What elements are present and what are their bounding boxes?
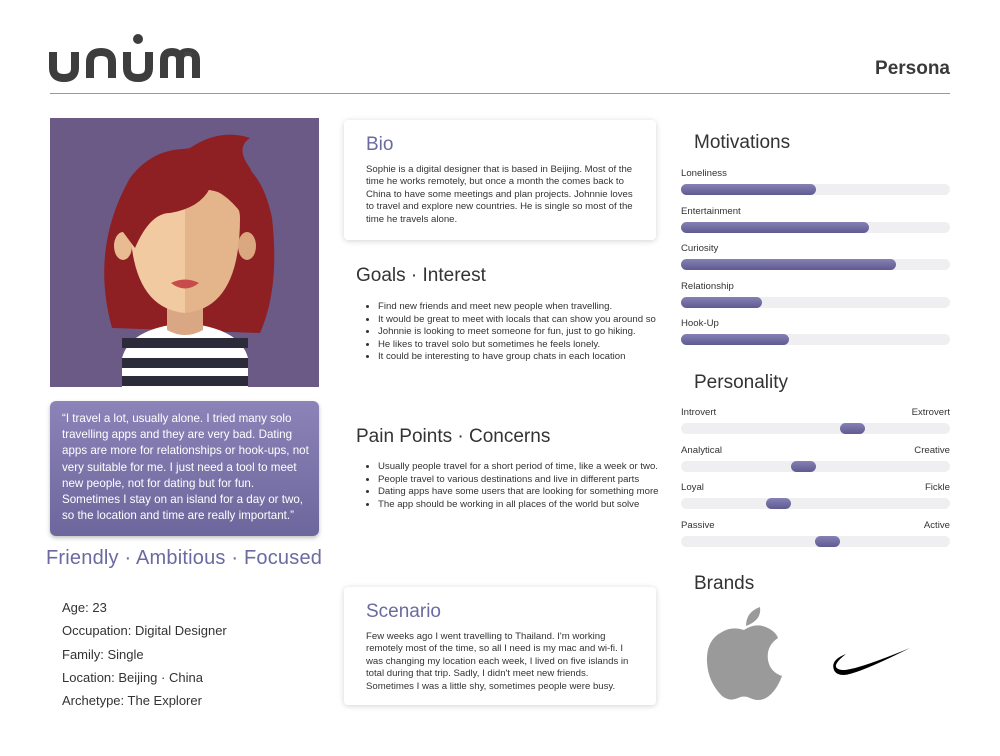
- fact-family: Family: Single: [62, 646, 144, 662]
- persona-quote: “I travel a lot, usually alone. I tried many solo travelling apps and they are very bad. Dating apps are more for relationships or hook-ups, not very suitable for me. I just need a tool to meet new people, not for dating but for fun. Sometimes I stay on an island for a day or two, so the location and time are really important.”: [50, 401, 319, 536]
- goals-title: Goals · Interest: [356, 265, 486, 286]
- motivation-fill: [681, 259, 896, 270]
- fact-occupation: Occupation: Digital Designer: [62, 623, 227, 639]
- pain-points-title: Pain Points · Concerns: [356, 426, 551, 447]
- personality-knob: [840, 423, 865, 434]
- motivations-title: Motivations: [694, 132, 791, 153]
- motivation-label: Loneliness: [681, 168, 727, 179]
- personality-left-label: Passive: [681, 519, 715, 531]
- personality-track: [681, 536, 950, 547]
- goals-list: [356, 301, 656, 364]
- list-item: • It would be great to meet with locals that can show you around so: [378, 314, 656, 327]
- personality-track: [681, 423, 950, 434]
- header-divider: [50, 93, 950, 94]
- list-item: • He likes to travel solo but sometimes he feels lonely.: [378, 339, 656, 352]
- persona-traits: Friendly · Ambitious · Focused: [46, 547, 323, 569]
- personality-right-label: Extrovert: [911, 407, 950, 418]
- bio-text: Sophie is a digital designer that is based in Beijing. Most of the time he works remotely, but once a month the comes back to China to have some meetings and plan projects. Johnnie loves to travel and explore new countries. He is single so most of the time he travels alone.: [366, 164, 633, 225]
- personality-right-label: Fickle: [924, 482, 950, 493]
- list-item: • Johnnie is looking to meet someone for fun, just to go hiking.: [378, 326, 656, 339]
- scenario-card: [344, 587, 656, 705]
- bio-card: [344, 120, 656, 240]
- list-item: • People travel to various destinations and live in different parts: [378, 474, 659, 487]
- personality-knob: [766, 498, 791, 509]
- scenario-title: Scenario: [366, 601, 441, 622]
- persona-avatar: [50, 118, 319, 387]
- apple-logo-icon: [706, 606, 782, 700]
- personality-right-label: Creative: [914, 444, 950, 456]
- persona-facts: [62, 596, 227, 712]
- list-item: • Find new friends and meet new people when travelling.: [378, 301, 656, 314]
- nike-swoosh-icon: [832, 640, 910, 676]
- motivation-label: Hook-Up: [681, 318, 719, 329]
- fact-archetype: Archetype: The Explorer: [62, 693, 202, 709]
- motivation-fill: [681, 297, 762, 308]
- motivation-track: [681, 184, 950, 195]
- personality-left-label: Analytical: [681, 444, 723, 456]
- motivation-fill: [681, 184, 816, 195]
- personality-title: Personality: [694, 372, 788, 393]
- page-title: Persona: [875, 58, 950, 79]
- fact-age: Age: 23: [62, 600, 107, 615]
- personality-track: [681, 461, 950, 472]
- motivation-track: [681, 259, 950, 270]
- personality-left-label: Loyal: [681, 482, 704, 493]
- unum-logo: [48, 30, 208, 86]
- list-item: • It could be interesting to have group chats in each location: [378, 351, 656, 364]
- personality-track: [681, 498, 950, 509]
- bio-title: Bio: [366, 134, 394, 155]
- motivation-label: Entertainment: [681, 205, 741, 217]
- svg-text:SM: SM: [184, 52, 192, 58]
- motivation-track: [681, 222, 950, 233]
- motivation-fill: [681, 222, 869, 233]
- motivation-track: [681, 334, 950, 345]
- list-item: • Usually people travel for a short period of time, like a week or two.: [378, 461, 659, 474]
- motivation-label: Relationship: [681, 280, 734, 292]
- motivation-fill: [681, 334, 789, 345]
- list-item: • Dating apps have some users that are looking for something more: [378, 486, 659, 499]
- list-item: • The app should be working in all places of the world but solve: [378, 499, 659, 512]
- fact-location: Location: Beijing · China: [62, 669, 203, 685]
- personality-left-label: Introvert: [681, 407, 717, 418]
- motivation-label: Curiosity: [681, 243, 719, 254]
- personality-knob: [815, 536, 840, 547]
- scenario-text: Few weeks ago I went travelling to Thailand. I'm working remotely most of the time, so all I need is my mac and wi-fi. I was changing my location each week, I lived on five islands in total during that trip. Sadly, I didn't meet new friends. Sometimes I was a little shy, sometimes people were busy.: [366, 631, 629, 692]
- personality-right-label: Active: [923, 519, 950, 531]
- brands-title: Brands: [694, 573, 755, 594]
- pain-points-list: [356, 461, 659, 511]
- personality-knob: [791, 461, 816, 472]
- motivation-track: [681, 297, 950, 308]
